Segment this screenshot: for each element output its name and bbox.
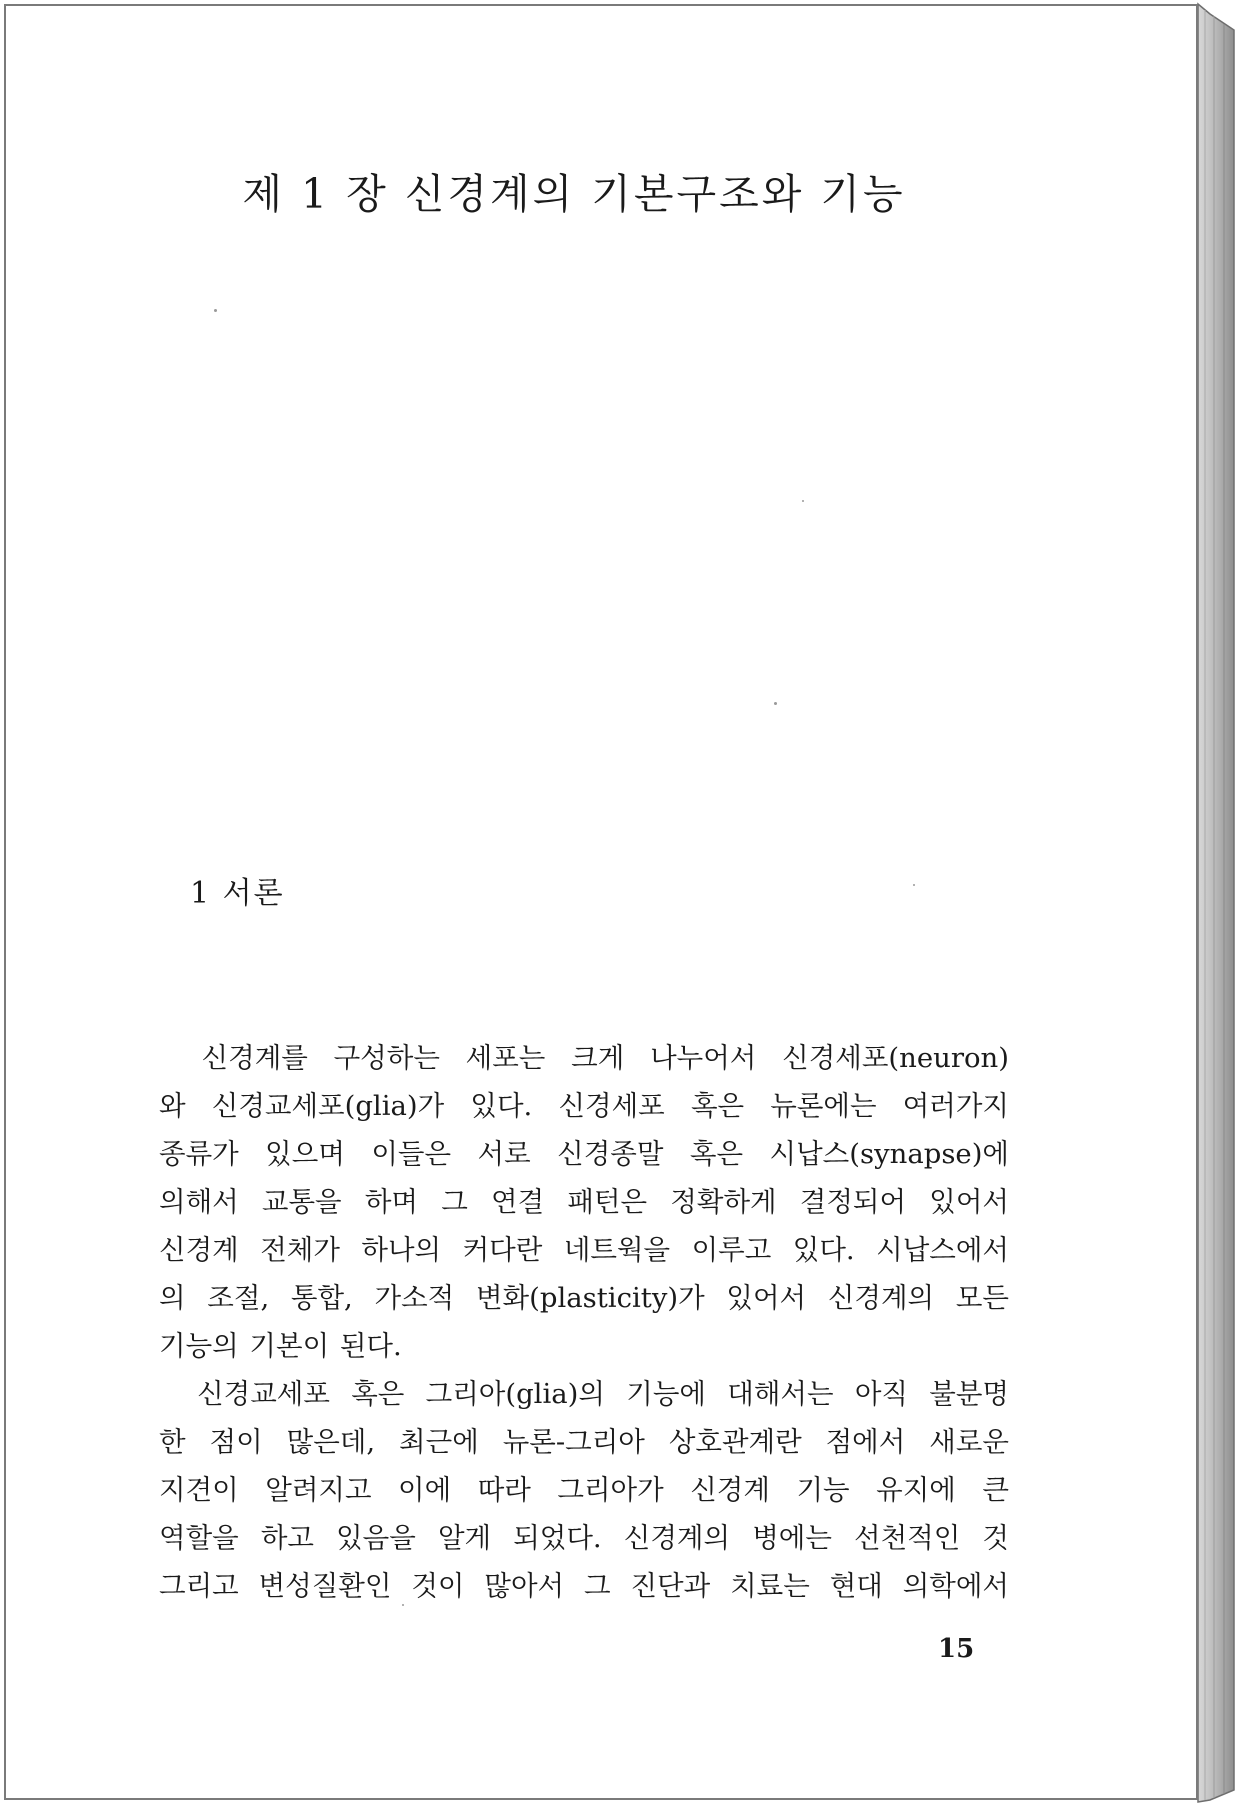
text-line: 종류가 있으며 이들은 서로 신경종말 혹은 시납스(synapse)에 [159, 1138, 1009, 1170]
paragraph-2 [159, 1370, 1009, 1610]
text-line: 신경계 전체가 하나의 커다란 네트웍을 이루고 있다. 시납스에서 [159, 1234, 1009, 1266]
paper-speck [774, 702, 777, 705]
text-line: 한 점이 많은데, 최근에 뉴론-그리아 상호관계란 점에서 새로운 [159, 1426, 1009, 1458]
paper-speck [913, 884, 915, 886]
page [4, 4, 1198, 1800]
text-line: 그리고 변성질환인 것이 많아서 그 진단과 치료는 현대 의학에서 [159, 1570, 1009, 1602]
paragraph-1 [159, 1034, 1009, 1370]
section-heading: 1 서론 [190, 876, 285, 911]
text-line: 역할을 하고 있음을 알게 되었다. 신경계의 병에는 선천적인 것 [159, 1522, 1009, 1554]
paper-speck [214, 309, 217, 312]
text-line: 와 신경교세포(glia)가 있다. 신경세포 혹은 뉴론에는 여러가지 [159, 1090, 1009, 1122]
text-line: 기능의 기본이 된다. [159, 1330, 402, 1362]
text-line: 신경교세포 혹은 그리아(glia)의 기능에 대해서는 아직 불분명 [159, 1378, 1009, 1410]
text-line: 지견이 알려지고 이에 따라 그리아가 신경계 기능 유지에 큰 [159, 1474, 1009, 1506]
text-line: 의 조절, 통합, 가소적 변화(plasticity)가 있어서 신경계의 모든 [159, 1282, 1009, 1314]
chapter-title: 제 1 장 신경계의 기본구조와 기능 [242, 170, 906, 218]
body-text [159, 1034, 1009, 1610]
text-line: 신경계를 구성하는 세포는 크게 나누어서 신경세포(neuron) [159, 1042, 1009, 1074]
paper-speck [802, 500, 804, 502]
text-line: 의해서 교통을 하며 그 연결 패턴은 정확하게 결정되어 있어서 [159, 1186, 1009, 1218]
page-number: 15 [938, 1634, 975, 1664]
